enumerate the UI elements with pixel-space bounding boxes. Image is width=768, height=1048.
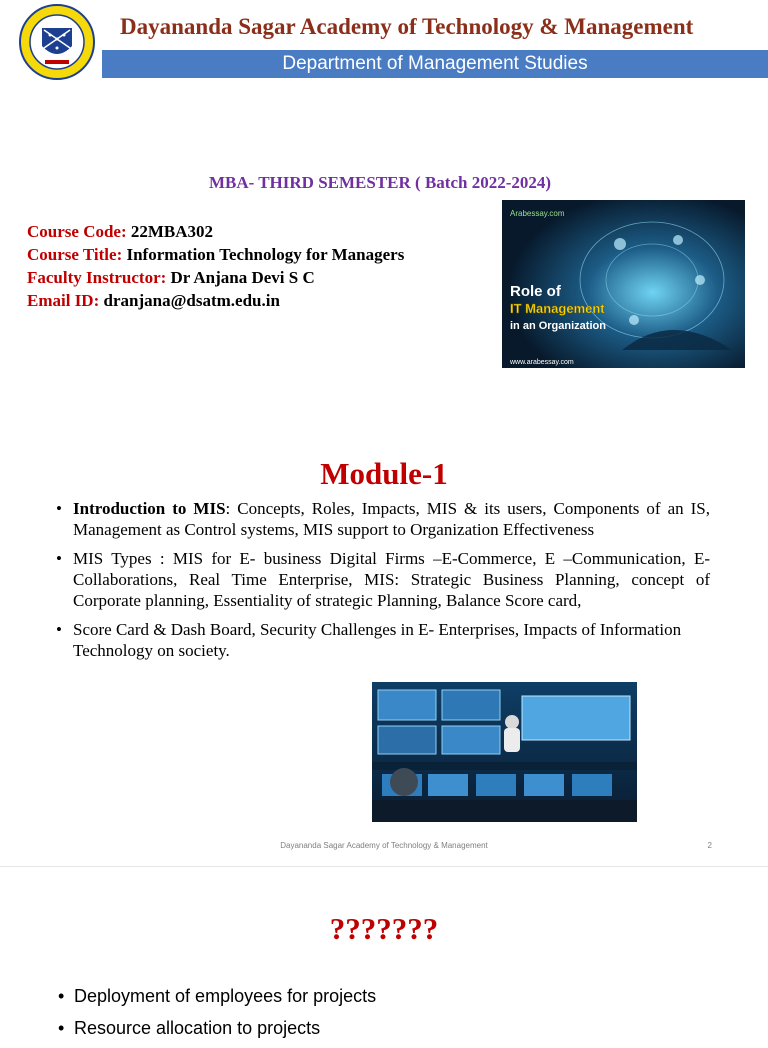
faculty-label: Faculty Instructor: [27,268,167,287]
department-name: Department of Management Studies [282,53,588,74]
course-title-row [27,243,404,266]
course-code-label: Course Code: [27,222,127,241]
image-line-3: in an Organization [510,320,606,332]
control-room-image [372,682,637,822]
list-item-text: Deployment of employees for projects [74,986,377,1006]
list-item [58,1016,738,1040]
email-value: dranjana@dsatm.edu.in [103,291,280,310]
list-item-bold: Introduction to MIS [73,499,226,518]
list-item [58,984,738,1008]
image-brand: Arabessay.com [510,209,565,218]
bullet-icon: • [58,986,65,1006]
image-url: www.arabessay.com [510,359,574,366]
bullet-icon: • [56,549,62,568]
list-item [56,548,710,611]
list-item-text: : Concepts, Roles, Impacts, MIS & its users, Components of an IS, Management as Control systems, MIS support to Organization Effectiveness [73,499,710,539]
email-row [27,289,404,312]
list-item [56,619,710,661]
institution-logo-icon [12,4,102,80]
department-bar [102,50,768,78]
course-title-value: Information Technology for Managers [126,245,405,264]
bullet-icon: • [56,499,62,518]
bullet-icon: • [56,620,62,639]
bullet-icon: • [58,1018,65,1038]
slide-2-title: ??????? [329,911,439,946]
faculty-value: Dr Anjana Devi S C [170,268,315,287]
image-line-1: Role of [510,283,561,300]
slide-footer: Dayananda Sagar Academy of Technology & Management [280,841,488,850]
it-management-image [502,200,745,368]
list-item [56,498,710,540]
institution-name: Dayananda Sagar Academy of Technology & Management [120,14,694,39]
email-label: Email ID: [27,291,100,310]
slide-divider [0,866,768,867]
course-title-label: Course Title: [27,245,123,264]
slide-header [0,0,768,80]
semester-heading: MBA- THIRD SEMESTER ( Batch 2022-2024) [208,173,552,192]
course-code-row [27,220,404,243]
module-title: Module-1 [320,456,448,491]
faculty-row [27,266,404,289]
list-item-text: Resource allocation to projects [74,1018,321,1038]
list-item-text: Score Card & Dash Board, Security Challenges in E- Enterprises, Impacts of Information Technology on society. [73,620,682,660]
module-topics-list [56,498,710,669]
course-code-value: 22MBA302 [130,222,214,241]
list-item-text: MIS Types : MIS for E- business Digital Firms –E-Commerce, E –Communication, E-Collaborations, Real Time Enterprise, MIS: Strategic Business Planning, concept of Corporate planning, Essentiality of strategic Planning, Balance Score card, [73,549,710,610]
slide-2-list [58,984,738,1048]
image-line-2: IT Management [510,301,605,316]
page-number: 2 [707,841,712,850]
course-info [27,220,404,312]
